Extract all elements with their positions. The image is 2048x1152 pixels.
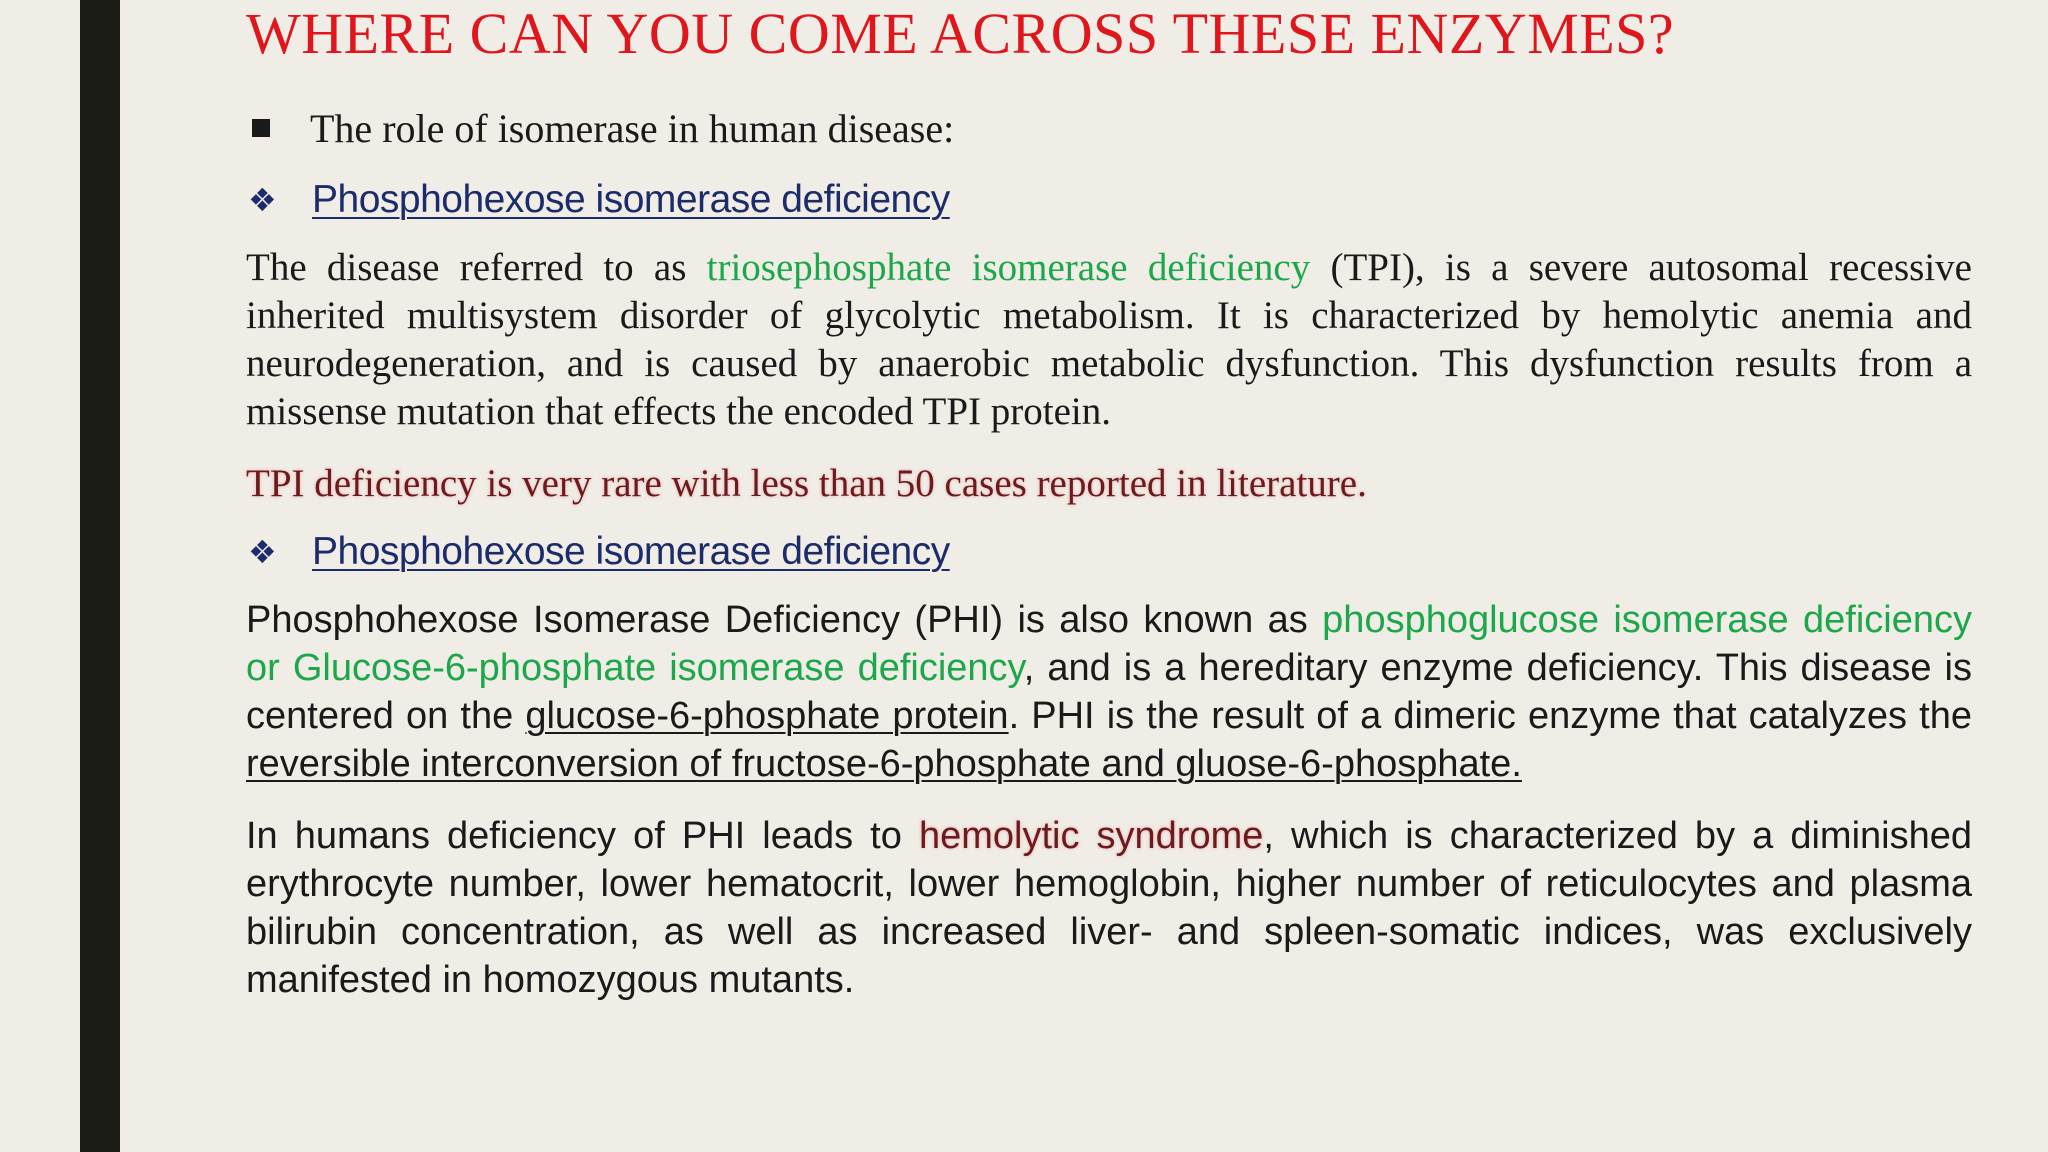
section1-heading-text[interactable]: Phosphohexose isomerase deficiency	[312, 178, 950, 221]
phi-paragraph	[246, 596, 1972, 788]
slide-title: WHERE CAN YOU COME ACROSS THESE ENZYMES?	[246, 1, 1675, 66]
tpi-paragraph-suffix: (TPI), is a severe autosomal recessive inherited multisystem disorder of glycolytic metabolism. It is characterized by hemolytic anemia and neurodegeneration, and is caused by anaerobic metabolic dysfunction. This dysfunction results from a missense mutation that effects the encoded TPI protein.	[246, 246, 1972, 433]
slide-content	[246, 100, 1972, 1028]
tpi-rare-note: TPI deficiency is very rare with less than 50 cases reported in literature.	[246, 462, 1367, 505]
tpi-paragraph	[246, 244, 1972, 436]
square-bullet-icon	[252, 119, 270, 137]
intro-bullet	[246, 100, 1972, 156]
phi-paragraph-mid2: . PHI is the result of a dimeric enzyme that catalyzes the	[1008, 695, 1972, 737]
section2-heading-text[interactable]: Phosphohexose isomerase deficiency	[312, 530, 950, 573]
intro-bullet-text: The role of isomerase in human disease:	[310, 105, 955, 151]
phi-underline-interconversion: reversible interconversion of fructose-6-phosphate and gluose-6-phosphate.	[246, 743, 1522, 785]
hemolytic-paragraph-suffix: , which is characterized by a diminished erythrocyte number, lower hematocrit, lower hemoglobin, higher number of reticulocytes and plasma bilirubin concentration, as well as increased liver- and spleen-somatic indices, was exclusively manifested in homozygous mutants.	[246, 815, 1972, 1001]
hemolytic-paragraph	[246, 812, 1972, 1004]
tpi-highlight: triosephosphate isomerase deficiency	[706, 246, 1311, 289]
left-accent-bar	[80, 0, 120, 1152]
section2-heading	[246, 524, 1972, 580]
hemolytic-highlight: hemolytic syndrome	[918, 815, 1264, 857]
hemolytic-paragraph-prefix: In humans deficiency of PHI leads to	[246, 815, 919, 857]
tpi-paragraph-prefix: The disease referred to as	[246, 246, 707, 289]
phi-underline-protein: glucose-6-phosphate protein	[525, 695, 1009, 737]
diamond-bullet-icon: ❖	[248, 181, 277, 219]
phi-paragraph-mid: , and is a hereditary enzyme deficiency. This disease is centered on the	[246, 647, 1972, 737]
phi-highlight: phosphoglucose isomerase deficiency or Glucose-6-phosphate isomerase deficiency	[246, 599, 1972, 689]
section1-heading	[246, 172, 1972, 228]
phi-paragraph-prefix: Phosphohexose Isomerase Deficiency (PHI) is also known as	[246, 599, 1323, 641]
diamond-bullet-icon: ❖	[248, 533, 277, 571]
